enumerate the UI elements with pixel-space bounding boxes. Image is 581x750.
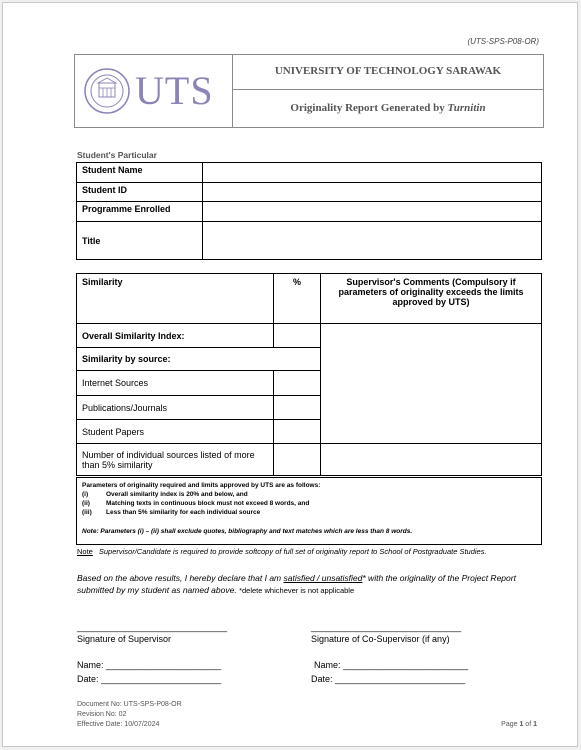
effective-date: Effective Date: 10/07/2024 (77, 721, 160, 728)
student-papers-value[interactable] (274, 420, 321, 444)
title-label: Title (77, 222, 203, 260)
supervisor-comments-header: Supervisor's Comments (Compulsory if parameters of originality exceeds the limits approved by UTS) (321, 274, 542, 324)
table-row (77, 444, 542, 476)
page-prefix: Page (501, 721, 520, 728)
parameters-note: Note: Parameters (i) – (ii) shall exclude quotes, bibliography and text matches which are less than 8 words. (82, 528, 413, 535)
document-reference: (UTS-SPS-P08-OR) (467, 37, 539, 46)
report-title-tool: Turnitin (447, 102, 486, 114)
student-name-field[interactable] (203, 163, 542, 183)
table-row (77, 274, 542, 324)
student-particulars-table (76, 162, 542, 260)
individual-sources-comment[interactable] (321, 444, 542, 476)
individual-sources-label: Number of individual sources listed of more than 5% similarity (77, 444, 274, 476)
list-item (82, 490, 536, 499)
supervisor-date-field[interactable]: Date: ________________________ (77, 674, 222, 684)
logo-wordmark: UTS (135, 68, 214, 113)
student-id-label: Student ID (77, 183, 203, 202)
declaration-text-after: * with the originality of the Project Report submitted by my student as named above. (77, 573, 516, 595)
cosupervisor-signature-label: Signature of Co-Supervisor (if any) (311, 634, 450, 644)
university-seal-icon (84, 68, 130, 114)
table-row (77, 222, 542, 260)
header-title-cell (233, 55, 543, 127)
softcopy-note (77, 547, 487, 556)
report-title (233, 90, 543, 127)
document-number: Document No: UTS-SPS-P08-OR (77, 701, 182, 708)
cosupervisor-signature-line[interactable]: ______________________________ (311, 622, 462, 632)
table-row (77, 183, 542, 202)
student-name-label: Student Name (77, 163, 203, 183)
cosupervisor-name-field[interactable]: Name: _________________________ (314, 660, 469, 670)
parameter-text: Matching texts in continuous block must not exceed 8 words, and (106, 500, 310, 507)
page-total: 1 (533, 721, 537, 728)
page-of: of (523, 721, 534, 728)
document-footer (77, 700, 182, 730)
title-field[interactable] (203, 222, 542, 260)
supervisor-signature-label: Signature of Supervisor (77, 634, 172, 644)
table-row (77, 202, 542, 222)
percent-header: % (274, 274, 321, 324)
section-label-particulars: Student's Particular (77, 150, 157, 160)
parameter-number: (iii) (82, 509, 92, 516)
internet-sources-value[interactable] (274, 371, 321, 396)
parameter-number: (ii) (82, 500, 90, 507)
revision-number: Revision No: 02 (77, 711, 127, 718)
internet-sources-label: Internet Sources (77, 371, 274, 396)
report-title-text: Originality Report Generated by (290, 102, 445, 114)
cosupervisor-date-field[interactable]: Date: __________________________ (311, 674, 466, 684)
overall-similarity-label: Overall Similarity Index: (77, 324, 274, 348)
similarity-header: Similarity (77, 274, 274, 324)
student-papers-label: Student Papers (77, 420, 274, 444)
declaration-text-before: Based on the above results, I hereby declare that I am (77, 573, 284, 583)
declaration-choice[interactable]: satisfied / unsatisfied (283, 573, 363, 583)
university-name: UNIVERSITY OF TECHNOLOGY SARAWAK (233, 55, 543, 90)
supervisor-name-field[interactable]: Name: _______________________ (77, 660, 222, 670)
originality-parameters (76, 477, 542, 545)
similarity-by-source-label: Similarity by source: (77, 348, 321, 371)
document-page (2, 2, 578, 747)
programme-field[interactable] (203, 202, 542, 222)
list-item (82, 499, 536, 508)
declaration (77, 572, 547, 597)
note-label: Note (77, 547, 93, 556)
supervisor-comments-field[interactable] (321, 324, 542, 444)
logo-cell (75, 55, 233, 127)
overall-similarity-value[interactable] (274, 324, 321, 348)
note-text: Supervisor/Candidate is required to provide softcopy of full set of originality report to School of Postgraduate Studies. (98, 547, 487, 556)
table-row (77, 324, 542, 348)
document-header (74, 54, 544, 128)
individual-sources-value[interactable] (274, 444, 321, 476)
programme-label: Programme Enrolled (77, 202, 203, 222)
publications-label: Publications/Journals (77, 396, 274, 420)
parameter-number: (i) (82, 491, 89, 498)
student-id-field[interactable] (203, 183, 542, 202)
page-current: 1 (519, 721, 524, 728)
supervisor-signature-line[interactable]: ______________________________ (77, 622, 228, 632)
publications-value[interactable] (274, 396, 321, 420)
parameter-text: Overall similarity index is 20% and below, and (106, 491, 248, 498)
delete-note: *delete whichever is not applicable (239, 586, 355, 595)
parameter-text: Less than 5% similarity for each individual source (106, 509, 261, 516)
similarity-table (76, 273, 542, 476)
parameters-heading: Parameters of originality required and limits approved by UTS are as follows: (82, 482, 321, 489)
table-row (77, 163, 542, 183)
page-number (501, 721, 537, 728)
list-item (82, 508, 536, 517)
